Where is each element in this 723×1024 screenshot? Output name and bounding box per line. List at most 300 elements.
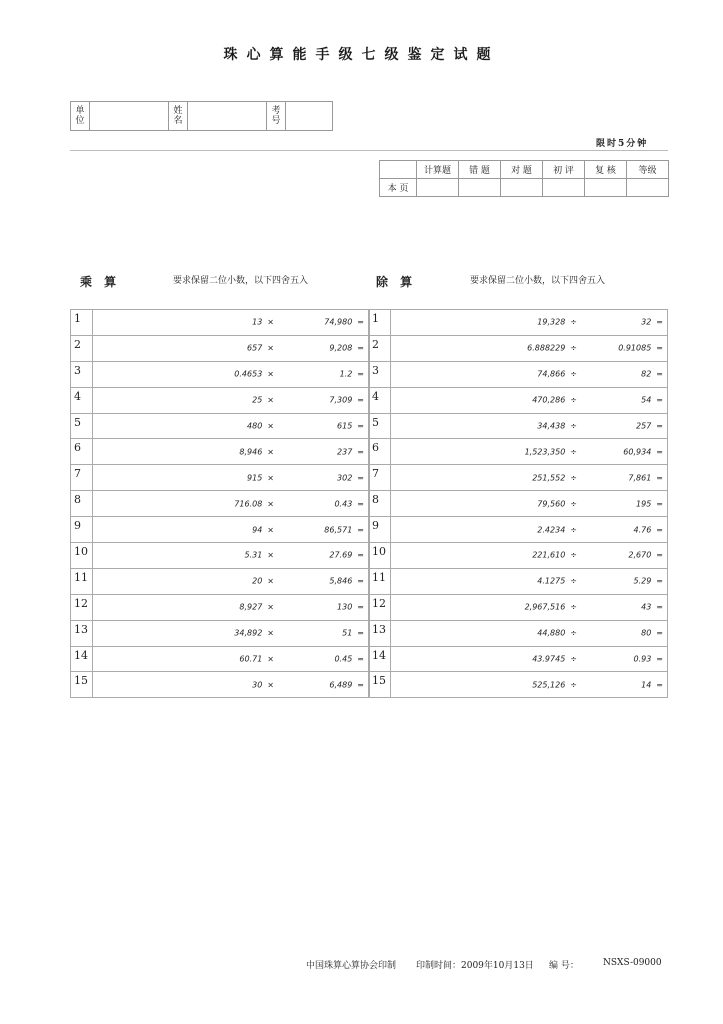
multiplication-operand-b-value: 6,489 (329, 680, 353, 690)
division-expression (391, 361, 668, 387)
division-question-number: 13 (369, 620, 391, 646)
division-operator: ÷ (570, 576, 577, 586)
division-operator: ÷ (570, 550, 577, 560)
score-header: 初 评 (543, 161, 585, 179)
division-operand-a (532, 551, 577, 560)
multiplication-operand-a (244, 551, 274, 560)
division-operator: ÷ (570, 395, 577, 405)
division-question-number: 12 (369, 594, 391, 620)
division-operand-a-value: 34,438 (537, 421, 566, 431)
division-operand-a-value: 221,610 (532, 550, 566, 560)
multiplication-row (71, 310, 370, 336)
multiplication-expression (93, 387, 370, 413)
division-operand-b-value: 195 (636, 499, 652, 509)
multiplication-operand-a (247, 473, 274, 482)
multiplication-operand-a-value: 20 (252, 576, 263, 586)
multiplication-row (71, 568, 370, 594)
multiplication-operand-b-value: 302 (337, 473, 353, 483)
footer-serial: NSXS-09000 (603, 958, 662, 968)
division-operand-b-value: 82 (641, 369, 652, 379)
divider (70, 150, 668, 151)
score-cell[interactable] (543, 179, 585, 197)
division-operator: ÷ (570, 343, 577, 353)
footer-serial-label: 编 号： (549, 961, 579, 971)
division-equals: = (656, 680, 663, 690)
score-table (379, 160, 669, 197)
division-equals: = (656, 447, 663, 457)
multiplication-operator: × (267, 628, 274, 638)
multiplication-operand-b (337, 447, 364, 456)
division-operator: ÷ (570, 628, 577, 638)
score-cell[interactable] (459, 179, 501, 197)
multiplication-operand-a-value: 0.4653 (234, 369, 263, 379)
multiplication-question-number: 2 (71, 335, 93, 361)
division-operand-a-value: 1,523,350 (524, 447, 566, 457)
multiplication-expression (93, 439, 370, 465)
division-expression (391, 517, 668, 543)
multiplication-operator: × (267, 499, 274, 509)
multiplication-operand-b-value: 0.45 (334, 654, 353, 664)
multiplication-equals: = (357, 628, 364, 638)
division-row (369, 568, 668, 594)
division-question-number: 11 (369, 568, 391, 594)
division-row (369, 413, 668, 439)
score-header: 复 核 (585, 161, 627, 179)
time-limit: 限时5分钟 (596, 139, 649, 149)
multiplication-operand-a-value: 8,946 (239, 447, 263, 457)
multiplication-operand-a-value: 34,892 (234, 628, 263, 638)
multiplication-row (71, 491, 370, 517)
multiplication-row (71, 335, 370, 361)
division-question-number: 15 (369, 672, 391, 698)
multiplication-operand-a (239, 447, 274, 456)
division-question-number: 3 (369, 361, 391, 387)
multiplication-equals: = (357, 317, 364, 327)
multiplication-equals: = (357, 525, 364, 535)
multiplication-operand-a (234, 370, 274, 379)
multiplication-question-number: 1 (71, 310, 93, 336)
division-equals: = (656, 395, 663, 405)
division-expression (391, 543, 668, 569)
multiplication-operand-b (337, 473, 364, 482)
multiplication-operand-b-value: 51 (342, 628, 353, 638)
multiplication-row (71, 594, 370, 620)
multiplication-row (71, 646, 370, 672)
division-operator: ÷ (570, 602, 577, 612)
division-operand-b-value: 4.76 (633, 525, 652, 535)
multiplication-equals: = (357, 550, 364, 560)
division-expression (391, 310, 668, 336)
division-row (369, 335, 668, 361)
multiplication-question-number: 3 (71, 361, 93, 387)
multiplication-section-title: 乘 算 (80, 275, 121, 289)
division-operator: ÷ (570, 421, 577, 431)
division-operand-a (525, 603, 577, 612)
multiplication-operand-a-value: 13 (252, 317, 263, 327)
multiplication-operator: × (267, 602, 274, 612)
multiplication-question-number: 11 (71, 568, 93, 594)
division-operand-a (537, 577, 577, 586)
division-operand-a (532, 473, 577, 482)
division-operand-a (532, 396, 577, 405)
division-row (369, 646, 668, 672)
division-expression (391, 620, 668, 646)
division-equals: = (656, 550, 663, 560)
division-operand-a (537, 318, 577, 327)
division-question-number: 7 (369, 465, 391, 491)
multiplication-expression (93, 361, 370, 387)
division-operand-a (537, 422, 577, 431)
score-cell[interactable] (501, 179, 543, 197)
multiplication-operand-a-value: 480 (247, 421, 263, 431)
division-operand-a-value: 6.888229 (527, 343, 566, 353)
exam-number-field[interactable] (286, 102, 333, 131)
page-title: 珠心算能手级七级鉴定试题 (223, 47, 500, 63)
score-header: 错 题 (459, 161, 501, 179)
division-operand-a (527, 344, 577, 353)
multiplication-question-number: 4 (71, 387, 93, 413)
division-expression (391, 335, 668, 361)
multiplication-operator: × (267, 447, 274, 457)
division-row (369, 387, 668, 413)
multiplication-operand-a-value: 915 (247, 473, 263, 483)
division-operator: ÷ (570, 317, 577, 327)
multiplication-equals: = (357, 369, 364, 379)
division-question-number: 5 (369, 413, 391, 439)
multiplication-operand-b-value: 5,846 (329, 576, 353, 586)
multiplication-operand-b-value: 7,309 (329, 395, 353, 405)
division-operand-b (618, 344, 663, 353)
multiplication-question-number: 9 (71, 517, 93, 543)
multiplication-operand-b (329, 396, 364, 405)
multiplication-operand-a-value: 30 (252, 680, 263, 690)
multiplication-operand-a (252, 396, 274, 405)
division-expression (391, 439, 668, 465)
division-operand-a-value: 251,552 (532, 473, 566, 483)
division-equals: = (656, 576, 663, 586)
division-expression (391, 413, 668, 439)
division-operand-b-value: 54 (641, 395, 652, 405)
multiplication-equals: = (357, 680, 364, 690)
multiplication-expression (93, 465, 370, 491)
score-header: 等级 (627, 161, 669, 179)
division-operand-b-value: 7,861 (628, 473, 652, 483)
division-operand-a-value: 74,866 (537, 369, 566, 379)
division-equals: = (656, 369, 663, 379)
multiplication-operator: × (267, 473, 274, 483)
multiplication-operand-b (324, 525, 364, 534)
division-operator: ÷ (570, 499, 577, 509)
multiplication-operand-b-value: 74,980 (324, 317, 353, 327)
division-operand-b-value: 60,934 (623, 447, 652, 457)
division-table (368, 309, 668, 698)
division-operand-a-value: 470,286 (532, 395, 566, 405)
multiplication-question-number: 7 (71, 465, 93, 491)
multiplication-operator: × (267, 395, 274, 405)
multiplication-operand-a (252, 577, 274, 586)
division-operand-b (641, 629, 663, 638)
multiplication-operand-b (334, 499, 364, 508)
multiplication-question-number: 12 (71, 594, 93, 620)
division-expression (391, 568, 668, 594)
multiplication-operand-a-value: 716.08 (234, 499, 263, 509)
multiplication-question-number: 6 (71, 439, 93, 465)
multiplication-operator: × (267, 317, 274, 327)
division-question-number: 10 (369, 543, 391, 569)
multiplication-operand-a (234, 499, 274, 508)
score-header: 对 题 (501, 161, 543, 179)
division-operand-b-value: 80 (641, 628, 652, 638)
multiplication-expression (93, 491, 370, 517)
multiplication-operand-b (337, 603, 364, 612)
multiplication-operand-a-value: 94 (252, 525, 263, 535)
unit-field[interactable] (90, 102, 169, 131)
multiplication-operand-b-value: 0.43 (334, 499, 353, 509)
multiplication-operand-a (239, 603, 274, 612)
multiplication-operand-a-value: 5.31 (244, 550, 263, 560)
division-row (369, 620, 668, 646)
division-question-number: 8 (369, 491, 391, 517)
multiplication-row (71, 413, 370, 439)
division-equals: = (656, 317, 663, 327)
multiplication-equals: = (357, 654, 364, 664)
multiplication-expression (93, 620, 370, 646)
division-expression (391, 646, 668, 672)
division-expression (391, 387, 668, 413)
division-operand-a-value: 525,126 (532, 680, 566, 690)
multiplication-question-number: 8 (71, 491, 93, 517)
multiplication-operand-b (337, 422, 364, 431)
division-operand-b-value: 0.93 (633, 654, 652, 664)
division-operand-b (641, 318, 663, 327)
multiplication-question-number: 15 (71, 672, 93, 698)
score-header-blank (380, 161, 417, 179)
multiplication-row (71, 465, 370, 491)
multiplication-expression (93, 517, 370, 543)
division-section-title: 除 算 (376, 275, 417, 289)
division-operand-b-value: 2,670 (628, 550, 652, 560)
division-operand-a (537, 525, 577, 534)
division-operand-a-value: 2,967,516 (524, 602, 566, 612)
division-question-number: 2 (369, 335, 391, 361)
division-operand-b (633, 655, 663, 664)
multiplication-operand-a (252, 525, 274, 534)
division-equals: = (656, 343, 663, 353)
division-operand-a (537, 370, 577, 379)
division-expression (391, 491, 668, 517)
multiplication-operand-a-value: 25 (252, 395, 263, 405)
multiplication-row (71, 387, 370, 413)
division-operand-b (641, 370, 663, 379)
division-operand-a (532, 655, 577, 664)
division-operator: ÷ (570, 447, 577, 457)
division-operand-b (641, 603, 663, 612)
multiplication-operand-b (329, 344, 364, 353)
multiplication-equals: = (357, 421, 364, 431)
division-equals: = (656, 499, 663, 509)
division-expression (391, 672, 668, 698)
division-operand-b-value: 0.91085 (618, 343, 652, 353)
division-row (369, 310, 668, 336)
division-question-number: 6 (369, 439, 391, 465)
multiplication-operand-b (329, 680, 364, 689)
division-operand-b (633, 525, 663, 534)
multiplication-expression (93, 646, 370, 672)
multiplication-operand-a-value: 8,927 (239, 602, 263, 612)
division-equals: = (656, 602, 663, 612)
division-operator: ÷ (570, 654, 577, 664)
multiplication-operand-b-value: 86,571 (324, 525, 353, 535)
division-operand-b (633, 577, 663, 586)
division-row (369, 361, 668, 387)
multiplication-operand-b-value: 27.69 (329, 550, 353, 560)
multiplication-row (71, 439, 370, 465)
division-operand-b (623, 447, 663, 456)
multiplication-expression (93, 568, 370, 594)
multiplication-question-number: 13 (71, 620, 93, 646)
division-operand-b-value: 32 (641, 317, 652, 327)
name-field[interactable] (188, 102, 267, 131)
division-equals: = (656, 654, 663, 664)
division-equals: = (656, 628, 663, 638)
multiplication-operand-a-value: 657 (247, 343, 263, 353)
division-operand-b (636, 499, 663, 508)
division-operator: ÷ (570, 680, 577, 690)
multiplication-equals: = (357, 499, 364, 509)
multiplication-operand-b (329, 577, 364, 586)
multiplication-row (71, 361, 370, 387)
multiplication-equals: = (357, 395, 364, 405)
multiplication-expression (93, 543, 370, 569)
multiplication-equals: = (357, 473, 364, 483)
score-cell[interactable] (627, 179, 669, 197)
division-equals: = (656, 525, 663, 535)
division-operand-a (537, 499, 577, 508)
division-row (369, 672, 668, 698)
footer-print-date: 印制时间：2009年10月13日 (416, 961, 534, 971)
multiplication-equals: = (357, 602, 364, 612)
multiplication-expression (93, 413, 370, 439)
multiplication-operand-a (234, 629, 274, 638)
multiplication-table (70, 309, 370, 698)
division-section-note: 要求保留二位小数，以下四舍五入 (470, 276, 606, 286)
multiplication-operator: × (267, 343, 274, 353)
multiplication-operand-b-value: 237 (337, 447, 353, 457)
division-operand-a (525, 447, 577, 456)
division-operator: ÷ (570, 473, 577, 483)
division-operand-b (628, 473, 663, 482)
division-operand-a (537, 629, 577, 638)
multiplication-expression (93, 594, 370, 620)
division-operand-a (532, 680, 577, 689)
multiplication-row (71, 517, 370, 543)
division-row (369, 465, 668, 491)
footer-printer: 中国珠算心算协会印制 (306, 961, 397, 971)
division-equals: = (656, 473, 663, 483)
division-operand-b (641, 680, 663, 689)
multiplication-operand-a (247, 344, 274, 353)
division-operand-a-value: 19,328 (537, 317, 566, 327)
division-question-number: 4 (369, 387, 391, 413)
division-operand-a-value: 4.1275 (537, 576, 566, 586)
multiplication-equals: = (357, 343, 364, 353)
score-row-label: 本 页 (380, 179, 417, 197)
name-label: 姓 名 (169, 102, 188, 131)
multiplication-question-number: 14 (71, 646, 93, 672)
division-operator: ÷ (570, 525, 577, 535)
division-question-number: 9 (369, 517, 391, 543)
multiplication-equals: = (357, 447, 364, 457)
division-operator: ÷ (570, 369, 577, 379)
multiplication-section-note: 要求保留二位小数，以下四舍五入 (173, 276, 309, 286)
multiplication-operator: × (267, 369, 274, 379)
multiplication-operator: × (267, 525, 274, 535)
multiplication-question-number: 5 (71, 413, 93, 439)
multiplication-operand-b-value: 130 (337, 602, 353, 612)
division-row (369, 439, 668, 465)
division-operand-b (641, 396, 663, 405)
division-expression (391, 594, 668, 620)
multiplication-operand-b-value: 615 (337, 421, 353, 431)
division-operand-b-value: 5.29 (633, 576, 652, 586)
multiplication-operand-a (239, 655, 274, 664)
score-cell[interactable] (585, 179, 627, 197)
multiplication-row (71, 620, 370, 646)
division-operand-a-value: 79,560 (537, 499, 566, 509)
multiplication-operand-b (334, 655, 364, 664)
multiplication-operand-b (340, 370, 364, 379)
division-row (369, 543, 668, 569)
multiplication-operand-a (247, 422, 274, 431)
exam-number-label: 考 号 (267, 102, 286, 131)
unit-label: 单 位 (71, 102, 90, 131)
multiplication-operand-a (252, 680, 274, 689)
division-operand-b (636, 422, 663, 431)
division-expression (391, 465, 668, 491)
division-question-number: 14 (369, 646, 391, 672)
candidate-info-table (70, 101, 333, 131)
multiplication-operand-a (252, 318, 274, 327)
multiplication-row (71, 543, 370, 569)
division-operand-a-value: 44,880 (537, 628, 566, 638)
multiplication-expression (93, 335, 370, 361)
multiplication-row (71, 672, 370, 698)
multiplication-operator: × (267, 421, 274, 431)
division-question-number: 1 (369, 310, 391, 336)
multiplication-question-number: 10 (71, 543, 93, 569)
multiplication-operator: × (267, 550, 274, 560)
division-operand-a-value: 2.4234 (537, 525, 566, 535)
division-equals: = (656, 421, 663, 431)
multiplication-operand-b (324, 318, 364, 327)
multiplication-operand-b (329, 551, 364, 560)
division-operand-b (628, 551, 663, 560)
division-operand-b-value: 257 (636, 421, 652, 431)
division-operand-b-value: 14 (641, 680, 652, 690)
score-cell[interactable] (417, 179, 459, 197)
multiplication-expression (93, 672, 370, 698)
multiplication-operand-b (342, 629, 364, 638)
division-row (369, 517, 668, 543)
division-row (369, 594, 668, 620)
multiplication-operand-b-value: 1.2 (339, 369, 353, 379)
multiplication-operand-b-value: 9,208 (329, 343, 353, 353)
multiplication-operand-a-value: 60.71 (239, 654, 263, 664)
multiplication-operator: × (267, 576, 274, 586)
division-operand-a-value: 43.9745 (532, 654, 566, 664)
multiplication-operator: × (267, 680, 274, 690)
division-row (369, 491, 668, 517)
